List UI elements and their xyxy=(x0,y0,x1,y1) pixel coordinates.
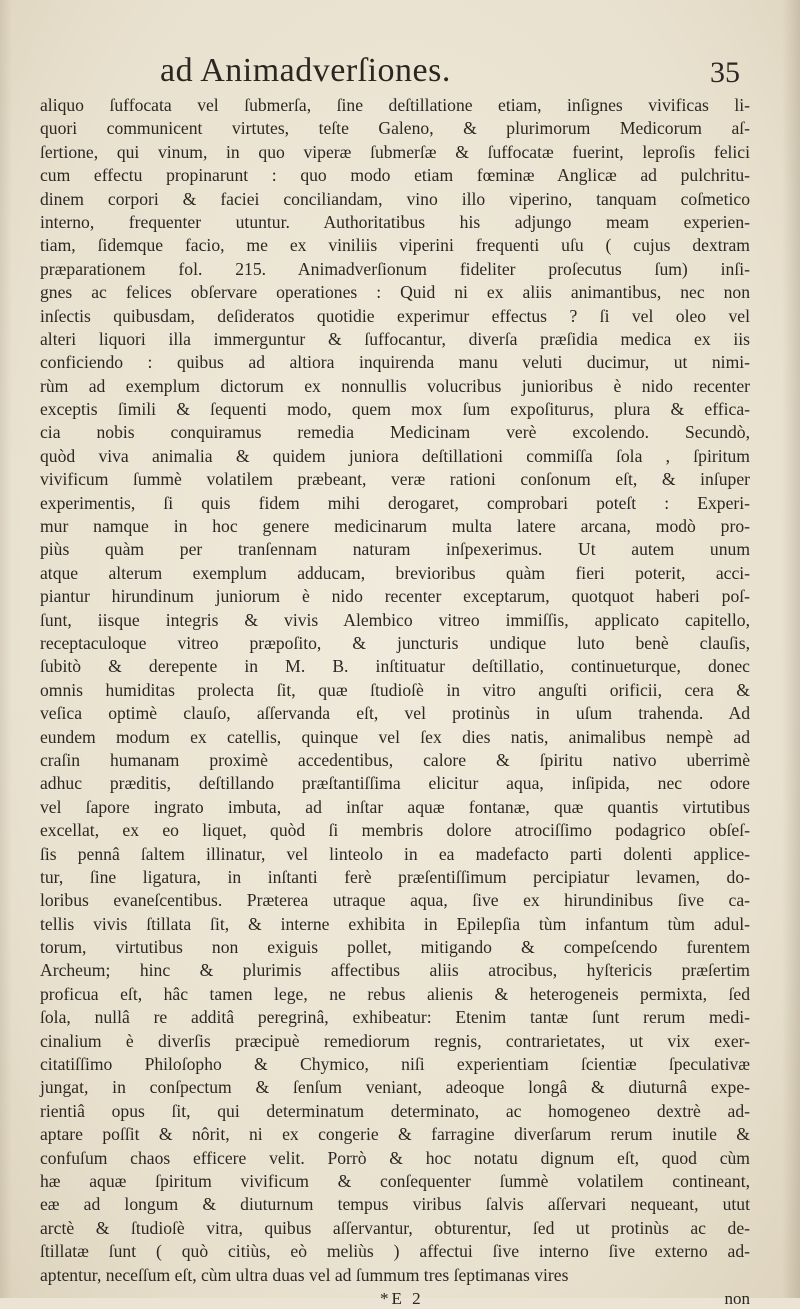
text-line: citatiſſimo Philoſopho & Chymico, niſi experientiam ſcientiæ ſpeculativæ xyxy=(40,1054,750,1075)
text-line: loribus evaneſcentibus. Præterea utraque aqua, ſive ex hirundinibus ſive ca- xyxy=(40,890,750,911)
text-line: ſubitò & derepente in M. B. inſtituatur deſtillatio, continueturque, donec xyxy=(40,656,750,677)
body-text xyxy=(40,94,750,1287)
text-line: piantur hirundinum juniorum è nido recenter exceptarum, quotquot haberi poſ- xyxy=(40,586,750,607)
running-title: ad Animadverſiones. xyxy=(160,52,451,89)
text-line: ſis pennâ ſaltem illinatur, vel linteolo in ea madefacto parti dolenti applice- xyxy=(40,843,750,864)
text-line: cia nobis conquiramus remedia Medicinam verè excolendo. Secundò, xyxy=(40,422,750,443)
text-line: eæ ad longum & diuturnum tempus viribus ſalvis aſſervari nequeant, utut xyxy=(40,1194,750,1215)
text-line: torum, virtutibus non exiguis pollet, mitigando & compeſcendo furentem xyxy=(40,937,750,958)
page-number: 35 xyxy=(710,56,740,89)
text-line: ſertione, qui vinum, in quo viperæ ſubmerſæ & ſuffocatæ fuerint, leproſis felici xyxy=(40,141,750,162)
text-line: vel ſapore ingrato imbuta, ad inſtar aquæ fontanæ, quæ quantis virtutibus xyxy=(40,796,750,817)
text-line: rientiâ opus ſit, qui determinatum determinato, ac homogeneo dextrè ad- xyxy=(40,1100,750,1121)
page-gutter-shadow-left xyxy=(0,0,12,1298)
text-line: tellis vivis ſtillata ſit, & interne exhibita in Epilepſia tùm infantum tùm adul- xyxy=(40,913,750,934)
text-line: adhuc præditis, deſtillando præſtantiſſima elicitur aqua, inſipida, nec odore xyxy=(40,773,750,794)
text-line: mur namque in hoc genere medicinarum multa latere arcana, modò pro- xyxy=(40,516,750,537)
text-line: tur, ſine ligatura, in inſtanti ferè præſentiſſimum percipiatur levamen, do- xyxy=(40,866,750,887)
text-line: rùm ad exemplum dictorum ex nonnullis volucribus junioribus è nido recenter xyxy=(40,375,750,396)
text-line: præparationem fol. 215. Animadverſionum fideliter proſecutus ſum) inſi- xyxy=(40,258,750,279)
text-line: ſola, nullâ re additâ peregrinâ, exhibeatur: Etenim tantæ ſunt rerum medi- xyxy=(40,1007,750,1028)
text-line: quòd viva animalia & quidem juniora deſtillationi commiſſa ſola , ſpiritum xyxy=(40,445,750,466)
text-line: exceptis ſimili & ſequenti modo, quem mox ſum expoſiturus, plura & effica- xyxy=(40,399,750,420)
signature-mark: *E 2 xyxy=(380,1289,424,1309)
text-line: atque alterum exemplum adducam, brevioribus quàm fieri poterit, acci- xyxy=(40,562,750,583)
text-line: cinalium è diverſis præcipuè remediorum regnis, contrarietates, ut vix exer- xyxy=(40,1030,750,1051)
text-line: Archeum; hinc & plurimis affectibus aliis atrocibus, hyſtericis præſertim xyxy=(40,960,750,981)
catchword: non xyxy=(724,1289,750,1309)
text-line: aliquo ſuffocata vel ſubmerſa, ſine deſtillatione etiam, inſignes vivificas li- xyxy=(40,95,750,115)
text-line: alteri liquori illa immerguntur & ſuffocantur, diverſa præſidia medica ex iis xyxy=(40,328,750,349)
text-line: piùs quàm per tranſennam naturam inſpexerimus. Ut autem unum xyxy=(40,539,750,560)
text-line: veſica optimè clauſo, aſſervanda eſt, vel protinùs in uſum trahenda. Ad xyxy=(40,703,750,724)
text-line: excellat, ex eo liquet, quòd ſi membris dolore atrociſſimo podagrico obſeſ- xyxy=(40,820,750,841)
text-line: dinem corpori & faciei conciliandam, vino illo viperino, tanquam coſmetico xyxy=(40,188,750,209)
text-line: jungat, in conſpectum & ſenſum veniant, adeoque longâ & diuturnâ expe- xyxy=(40,1077,750,1098)
text-line: ſtillatæ ſunt ( quò citiùs, eò meliùs ) affectui ſive interno ſive externo ad- xyxy=(40,1241,750,1262)
text-line: gnes ac felices obſervare operationes : Quid ni ex aliis animantibus, nec non xyxy=(40,282,750,303)
text-line: vivificum ſummè volatilem præbeant, veræ rationi conſonum eſt, & inſuper xyxy=(40,469,750,490)
text-line: conficiendo : quibus ad altiora inquirenda manu veluti ducimur, ut nimi- xyxy=(40,352,750,373)
page-edge-shadow-right xyxy=(782,0,800,1298)
text-line: ſunt, iisque integris & vivis Alembico vitreo immiſſis, applicato capitello, xyxy=(40,609,750,630)
text-line: confuſum chaos efficere velit. Porrò & hoc notatu dignum eſt, quod cùm xyxy=(40,1147,750,1168)
text-line: aptare poſſit & nôrit, ni ex congerie & farragine diverſarum rerum inutile & xyxy=(40,1124,750,1145)
text-line: aptentur, neceſſum eſt, cùm ultra duas vel ad ſummum tres ſeptimanas vires xyxy=(40,1264,569,1285)
text-line: hæ aquæ ſpiritum vivificum & conſequenter ſummè volatilem contineant, xyxy=(40,1170,750,1191)
text-line: eundem modum ex catellis, quinque vel ſex dies natis, animalibus nempè ad xyxy=(40,726,750,747)
text-line: interno, frequenter utuntur. Authoritatibus his adjungo meam experien- xyxy=(40,211,750,232)
text-line: arctè & ſtudioſè vitra, quibus aſſervantur, obturentur, ſed ut protinùs ac de- xyxy=(40,1217,750,1238)
text-line: omnis humiditas prolecta ſit, quæ ſtudioſè in vitro anguſti orificii, cera & xyxy=(40,679,750,700)
text-line: cum effectu propinarunt : quo modo etiam fœminæ Anglicæ ad pulchritu- xyxy=(40,165,750,186)
text-line: experimentis, ſi quis fidem mihi derogaret, comprobari poteſt : Experi- xyxy=(40,492,750,513)
text-line: proficua eſt, hâc tamen lege, ne rebus alienis & heterogeneis permixta, ſed xyxy=(40,983,750,1004)
text-line: quori communicent virtutes, teſte Galeno, & plurimorum Medicorum aſ- xyxy=(40,118,750,139)
text-line: tiam, ſidemque facio, me ex viniliis viperini frequenti uſu ( cujus dextram xyxy=(40,235,750,256)
text-line: receptaculoque vitreo præpoſito, & juncturis undique luto benè clauſis, xyxy=(40,632,750,653)
text-line: inſectis quibusdam, deſideratos quotidie experimur effectus ? ſi vel oleo vel xyxy=(40,305,750,326)
text-line: craſin humanam proximè accedentibus, calore & ſpiritu nativo uberrimè xyxy=(40,749,750,770)
